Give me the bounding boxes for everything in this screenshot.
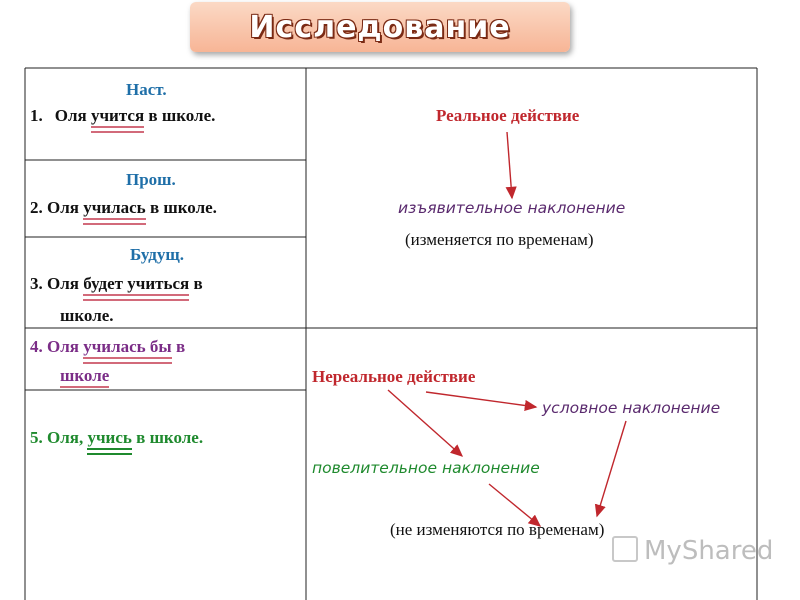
conditional-mood: условное наклонение xyxy=(542,399,721,417)
unreal-action-heading: Нереальное действие xyxy=(312,367,476,386)
sentence-4-line2: школе xyxy=(60,366,109,388)
indicative-mood: изъявительное наклонение xyxy=(398,199,626,217)
real-action-heading: Реальное действие xyxy=(436,106,580,125)
sentence-3: 3. Оля будет учиться в xyxy=(30,274,203,296)
verb-2: училась xyxy=(83,198,145,220)
title-text: Исследование xyxy=(249,9,511,45)
sentence-4: 4. Оля училась бы в xyxy=(30,337,185,359)
watermark: MyShared xyxy=(612,536,773,566)
sentence-3-line2: школе. xyxy=(60,306,114,325)
tense-future: Будущ. xyxy=(130,245,184,264)
verb-1: учится xyxy=(91,106,144,128)
tense-present: Наст. xyxy=(126,80,167,99)
arrow-unreal-to-conditional xyxy=(426,392,536,407)
tense-past: Прош. xyxy=(126,170,176,189)
indicative-note: (изменяется по временам) xyxy=(405,230,594,249)
imperative-mood: повелительное наклонение xyxy=(312,459,540,477)
sentence-1: 1. Оля учится в школе. xyxy=(30,106,215,128)
arrow-real-to-indicative xyxy=(507,132,512,198)
verb-5: учись xyxy=(87,428,131,450)
arrow-conditional-to-note xyxy=(597,421,626,516)
verb-4: училась бы xyxy=(83,337,171,359)
sentence-5: 5. Оля, учись в школе. xyxy=(30,428,203,450)
watermark-logo-icon xyxy=(612,536,638,562)
unreal-note: (не изменяются по временам) xyxy=(390,520,605,539)
arrow-unreal-to-imperative xyxy=(388,390,462,456)
verb-3: будет учиться xyxy=(83,274,189,296)
sentence-2: 2. Оля училась в школе. xyxy=(30,198,217,220)
